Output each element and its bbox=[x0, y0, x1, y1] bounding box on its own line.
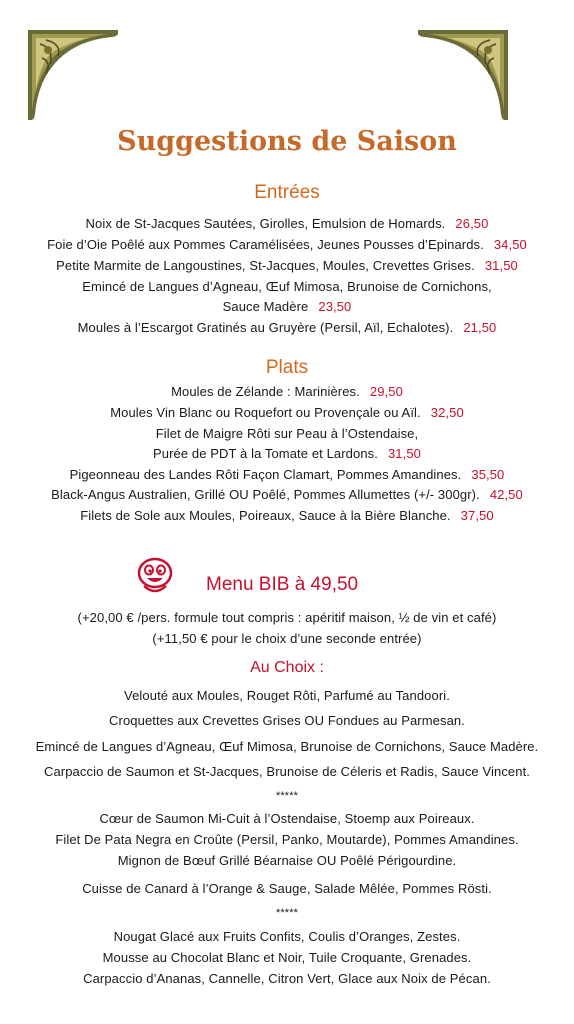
page-title: Suggestions de Saison bbox=[117, 126, 457, 157]
separator: ***** bbox=[276, 907, 298, 919]
menu-item bbox=[0, 508, 574, 523]
au-choix-heading: Au Choix : bbox=[250, 659, 324, 676]
item-price: 21,50 bbox=[463, 320, 497, 335]
main-item: Cuisse de Canard à l’Orange & Sauge, Salade Mêlée, Pommes Rösti. bbox=[82, 881, 492, 896]
item-text: Moules à l’Escargot Gratinés au Gruyère (Persil, Aïl, Echalotes). bbox=[77, 320, 454, 335]
main-item: Filet De Pata Negra en Croûte (Persil, Panko, Moutarde), Pommes Amandines. bbox=[55, 832, 519, 847]
item-price: 23,50 bbox=[318, 299, 352, 314]
separator: ***** bbox=[276, 790, 298, 802]
starter-item: Carpaccio de Saumon et St-Jacques, Brunoise de Céleris et Radis, Sauce Vincent. bbox=[43, 764, 531, 779]
ornament-corner-left-icon bbox=[28, 30, 118, 120]
menu-item bbox=[0, 320, 574, 335]
menu-item bbox=[0, 258, 574, 273]
dessert-item: Carpaccio d’Ananas, Cannelle, Citron Vert, Glace aux Noix de Pécan. bbox=[83, 971, 491, 986]
menu-note: (+11,50 € pour le choix d’une seconde entrée) bbox=[152, 631, 422, 646]
main-item: Cœur de Saumon Mi-Cuit à l’Ostendaise, Stoemp aux Poireaux. bbox=[99, 811, 475, 826]
item-text: Moules Vin Blanc ou Roquefort ou Provençale ou Aïl. bbox=[110, 405, 421, 420]
item-price: 26,50 bbox=[455, 216, 489, 231]
menu-bib-title: Menu BIB à 49,50 bbox=[206, 574, 359, 595]
item-price: 31,50 bbox=[484, 258, 518, 273]
menu-item bbox=[0, 279, 574, 294]
starter-item: Velouté aux Moules, Rouget Rôti, Parfumé au Tandoori. bbox=[124, 688, 450, 703]
menu-item bbox=[0, 384, 574, 399]
item-price: 37,50 bbox=[460, 508, 494, 523]
item-price: 42,50 bbox=[489, 487, 523, 502]
item-text: Purée de PDT à la Tomate et Lardons. bbox=[152, 446, 378, 461]
item-text: Foie d’Oie Poêlé aux Pommes Caramélisées, Jeunes Pousses d’Epinards. bbox=[47, 237, 484, 252]
item-text: Sauce Madère bbox=[222, 299, 309, 314]
item-text: Emincé de Langues d’Agneau, Œuf Mimosa, Brunoise de Cornichons, bbox=[82, 279, 492, 294]
starter-item: Emincé de Langues d’Agneau, Œuf Mimosa, Brunoise de Cornichons, Sauce Madère. bbox=[35, 739, 539, 754]
ornament-corner-right-icon bbox=[418, 30, 508, 120]
item-text: Filet de Maigre Rôti sur Peau à l’Ostendaise, bbox=[155, 426, 419, 441]
item-text: Filets de Sole aux Moules, Poireaux, Sauce à la Bière Blanche. bbox=[80, 508, 451, 523]
section-heading-entrees: Entrées bbox=[254, 182, 320, 203]
menu-item bbox=[0, 446, 574, 461]
starter-item: Croquettes aux Crevettes Grises OU Fondues au Parmesan. bbox=[109, 713, 465, 728]
dessert-item: Mousse au Chocolat Blanc et Noir, Tuile Croquante, Grenades. bbox=[102, 950, 472, 965]
menu-item bbox=[0, 216, 574, 231]
item-price: 31,50 bbox=[387, 446, 422, 461]
item-price: 32,50 bbox=[430, 405, 464, 420]
item-text: Pigeonneau des Landes Rôti Façon Clamart, Pommes Amandines. bbox=[69, 467, 462, 482]
item-text: Moules de Zélande : Marinières. bbox=[171, 384, 360, 399]
menu-note: (+20,00 € /pers. formule tout compris : apéritif maison, ½ de vin et café) bbox=[77, 610, 497, 625]
section-heading-plats: Plats bbox=[265, 357, 309, 378]
main-item: Mignon de Bœuf Grillé Béarnaise OU Poêlé Périgourdine. bbox=[117, 853, 457, 868]
menu-item bbox=[0, 426, 574, 441]
menu-item bbox=[0, 299, 574, 314]
item-price: 34,50 bbox=[493, 237, 527, 252]
item-text: Black-Angus Australien, Grillé OU Poêlé, Pommes Allumettes (+/- 300gr). bbox=[51, 487, 480, 502]
item-price: 29,50 bbox=[369, 384, 403, 399]
item-text: Noix de St-Jacques Sautées, Girolles, Emulsion de Homards. bbox=[85, 216, 446, 231]
dessert-item: Nougat Glacé aux Fruits Confits, Coulis d’Oranges, Zestes. bbox=[113, 929, 461, 944]
bibendum-icon bbox=[136, 556, 174, 596]
menu-item bbox=[0, 467, 574, 482]
menu-item bbox=[0, 237, 574, 252]
menu-item bbox=[0, 405, 574, 420]
item-text: Petite Marmite de Langoustines, St-Jacques, Moules, Crevettes Grises. bbox=[56, 258, 475, 273]
menu-item bbox=[0, 487, 574, 502]
item-price: 35,50 bbox=[471, 467, 505, 482]
